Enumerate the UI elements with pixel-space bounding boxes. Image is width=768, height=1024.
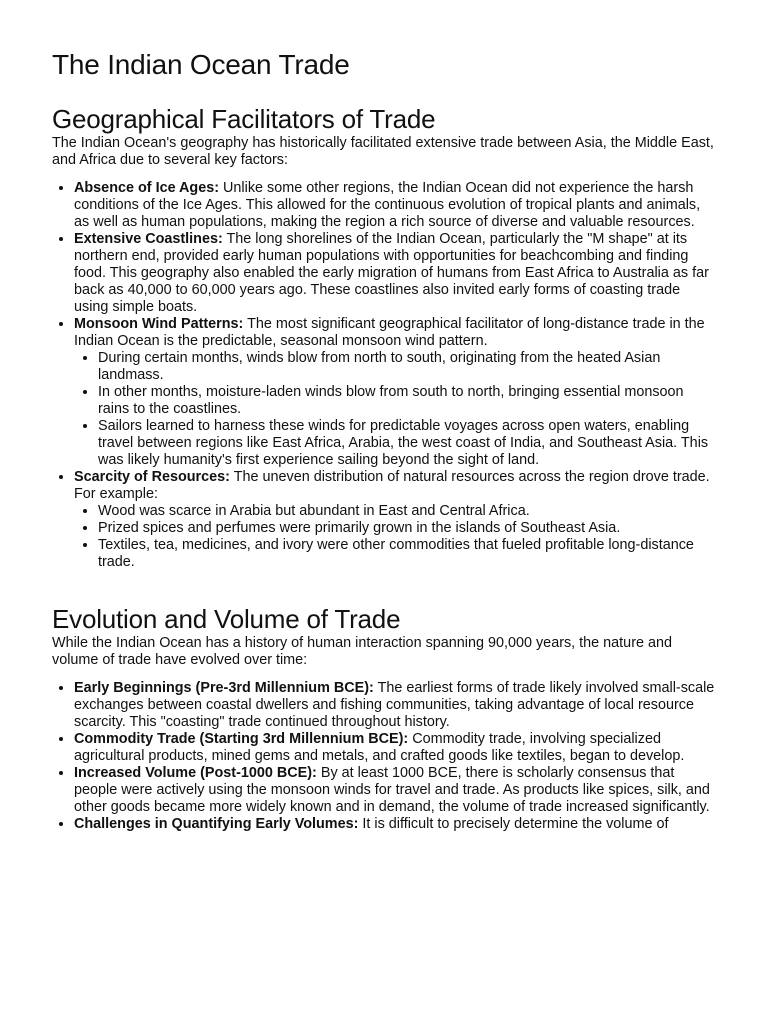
item-term: Absence of Ice Ages:: [74, 180, 220, 196]
section-evolution-volume: [52, 603, 716, 833]
list-item: [74, 731, 716, 765]
page-title: The Indian Ocean Trade: [52, 49, 350, 80]
list-item: [74, 231, 716, 316]
item-text: By at least 1000 BCE, there is scholarly consensus that people were actively using the monsoon winds for travel and trade. As products like spices, silk, and other goods became more widely known and in demand, the volume of trade increased significantly.: [74, 765, 710, 815]
item-term: Increased Volume (Post-1000 BCE):: [74, 765, 317, 781]
item-term: Scarcity of Resources:: [74, 469, 230, 485]
sub-list-item: • Wood was scarce in Arabia but abundant in East and Central Africa.: [98, 503, 716, 520]
sub-list-item: • During certain months, winds blow from north to south, originating from the heated Asian landmass.: [98, 350, 716, 384]
evolution-list: [52, 680, 716, 833]
sub-list: [74, 503, 716, 571]
section-intro: While the Indian Ocean has a history of human interaction spanning 90,000 years, the nature and volume of trade have evolved over time:: [52, 635, 672, 668]
item-term: Extensive Coastlines:: [74, 231, 223, 247]
section-intro: The Indian Ocean's geography has historically facilitated extensive trade between Asia, the Middle East, and Africa due to several key factors:: [52, 135, 714, 168]
section-heading: Evolution and Volume of Trade: [52, 604, 401, 634]
sub-list-item: • Sailors learned to harness these winds for predictable voyages across open waters, enabling travel between regions like East Africa, Arabia, the west coast of India, and Southeast Asia. This was likely humanity's first experience sailing beyond the sight of land.: [98, 418, 716, 469]
list-item: [74, 680, 716, 731]
item-text: The earliest forms of trade likely involved small-scale exchanges between coastal dwellers and fishing communities, taking advantage of local resource scarcity. This "coasting" trade continued throughout history.: [74, 680, 715, 730]
list-item: [74, 180, 716, 231]
item-text: The most significant geographical facilitator of long-distance trade in the Indian Ocean is the predictable, seasonal monsoon wind pattern.: [74, 316, 705, 349]
sub-list-item: • Textiles, tea, medicines, and ivory were other commodities that fueled profitable long-distance trade.: [98, 537, 716, 571]
sub-list-item: • Prized spices and perfumes were primarily grown in the islands of Southeast Asia.: [98, 520, 716, 537]
item-text: The long shorelines of the Indian Ocean, particularly the "M shape" at its northern end, provided early human populations with opportunities for beachcombing and finding food. This geography also enabled the early migration of humans from East Africa to Australia as far back as 40,000 to 60,000 years ago. These coastlines also invited early forms of coasting trade using simple boats.: [74, 231, 709, 315]
list-item: [74, 316, 716, 469]
section-heading: Geographical Facilitators of Trade: [52, 104, 436, 134]
list-item: [74, 816, 716, 833]
item-text: Unlike some other regions, the Indian Ocean did not experience the harsh conditions of the Ice Ages. This allowed for the continuous evolution of tropical plants and animals, as well as human populations, making the region a rich source of diverse and valuable resources.: [74, 180, 701, 230]
item-text: Commodity trade, involving specialized agricultural products, mined gems and metals, and crafted goods like textiles, began to develop.: [74, 731, 685, 764]
factor-list: [52, 180, 716, 571]
sub-list: [74, 350, 716, 469]
item-text: The uneven distribution of natural resources across the region drove trade. For example:: [74, 469, 710, 502]
sub-list-item: • In other months, moisture-laden winds blow from south to north, bringing essential monsoon rains to the coastlines.: [98, 384, 716, 418]
item-term: Challenges in Quantifying Early Volumes:: [74, 816, 359, 832]
item-text: It is difficult to precisely determine the volume of: [358, 816, 669, 832]
item-term: Early Beginnings (Pre-3rd Millennium BCE):: [74, 680, 374, 696]
list-item: [74, 765, 716, 816]
list-item: [74, 469, 716, 571]
item-term: Monsoon Wind Patterns:: [74, 316, 244, 332]
item-term: Commodity Trade (Starting 3rd Millennium BCE):: [74, 731, 409, 747]
section-geographical-facilitators: [52, 103, 716, 571]
